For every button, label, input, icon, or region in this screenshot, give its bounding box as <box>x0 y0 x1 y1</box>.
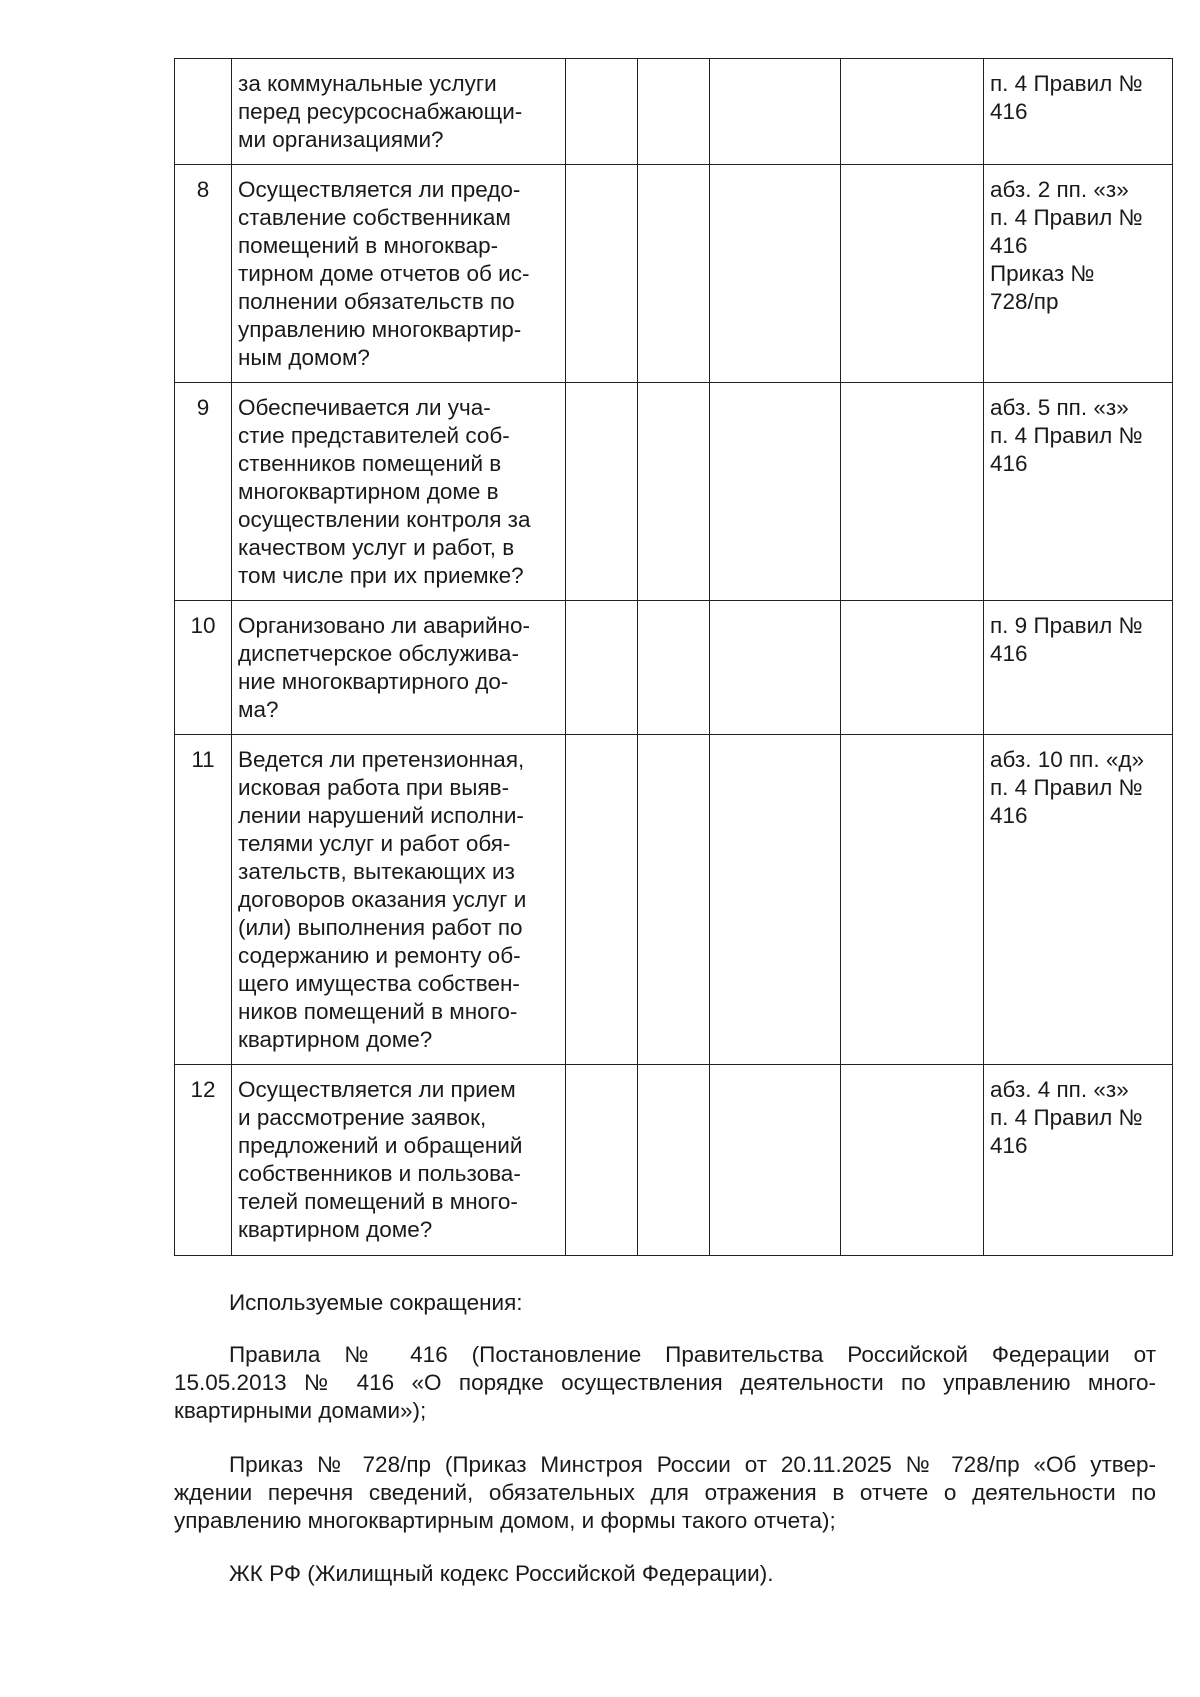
note-cell <box>841 59 984 165</box>
reference-line: абз. 10 пп. «д» <box>990 747 1145 772</box>
question-line: стие представителей соб- <box>238 423 510 448</box>
question-line: квартирном доме? <box>238 1027 433 1052</box>
reference-line: абз. 4 пп. «з» <box>990 1077 1129 1102</box>
reference-cell <box>984 735 1173 1065</box>
table-row <box>175 601 1173 735</box>
row-number: 9 <box>175 383 232 601</box>
question-line: телей помещений в много- <box>238 1189 518 1214</box>
table-row <box>175 383 1173 601</box>
question-line: собственников и пользова- <box>238 1161 521 1186</box>
question-line: предложений и обращений <box>238 1133 523 1158</box>
question-line: диспетчерское обслужива- <box>238 641 519 666</box>
note-cell <box>841 1065 984 1256</box>
reference-line: п. 9 Правил № <box>990 613 1143 638</box>
not-applicable-cell <box>710 165 841 383</box>
question-cell <box>232 735 566 1065</box>
question-line: щего имущества собствен- <box>238 971 520 996</box>
question-line: ным домом? <box>238 345 370 370</box>
question-line: Обеспечивается ли уча- <box>238 395 491 420</box>
no-cell <box>638 165 710 383</box>
reference-line: п. 4 Правил № <box>990 71 1143 96</box>
abbreviations-heading-block <box>174 1289 1156 1317</box>
table-row <box>175 59 1173 165</box>
reference-cell <box>984 59 1173 165</box>
reference-cell <box>984 601 1173 735</box>
table-row <box>175 1065 1173 1256</box>
reference-line: п. 4 Правил № <box>990 1105 1143 1130</box>
question-line: за коммунальные услуги <box>238 71 497 96</box>
yes-cell <box>566 735 638 1065</box>
reference-line: 728/пр <box>990 289 1059 314</box>
no-cell <box>638 735 710 1065</box>
note-line: 15.05.2013 № 416 «О порядке осуществления деятельности по управлению много- <box>174 1370 1156 1395</box>
question-line: ма? <box>238 697 279 722</box>
checklist-table <box>174 58 1173 1256</box>
no-cell <box>638 1065 710 1256</box>
reference-line: п. 4 Правил № <box>990 423 1143 448</box>
question-line: Организовано ли аварийно- <box>238 613 530 638</box>
no-cell <box>638 383 710 601</box>
reference-line: 416 <box>990 1133 1028 1158</box>
question-line: зательств, вытекающих из <box>238 859 515 884</box>
question-line: ми организациями? <box>238 127 444 152</box>
reference-line: 416 <box>990 451 1028 476</box>
reference-line: Приказ № <box>990 261 1095 286</box>
reference-line: 416 <box>990 99 1028 124</box>
no-cell <box>638 601 710 735</box>
note-cell <box>841 735 984 1065</box>
question-line: Осуществляется ли предо- <box>238 177 521 202</box>
question-line: тирном доме отчетов об ис- <box>238 261 530 286</box>
not-applicable-cell <box>710 735 841 1065</box>
row-number <box>175 59 232 165</box>
question-cell <box>232 59 566 165</box>
not-applicable-cell <box>710 601 841 735</box>
question-line: многоквартирном доме в <box>238 479 499 504</box>
table-row <box>175 165 1173 383</box>
housing-code-line: ЖК РФ (Жилищный кодекс Российской Федерации). <box>229 1561 774 1586</box>
question-cell <box>232 165 566 383</box>
reference-line: 416 <box>990 233 1028 258</box>
row-number: 8 <box>175 165 232 383</box>
yes-cell <box>566 383 638 601</box>
note-line: управлению многоквартирным домом, и формы такого отчета); <box>174 1508 836 1533</box>
note-cell <box>841 165 984 383</box>
note-line: квартирными домами»); <box>174 1398 427 1423</box>
question-line: управлению многоквартир- <box>238 317 522 342</box>
reference-line: п. 4 Правил № <box>990 775 1143 800</box>
question-line: исковая работа при выяв- <box>238 775 510 800</box>
question-line: помещений в многоквар- <box>238 233 499 258</box>
question-line: содержанию и ремонту об- <box>238 943 521 968</box>
yes-cell <box>566 601 638 735</box>
not-applicable-cell <box>710 59 841 165</box>
question-line: (или) выполнения работ по <box>238 915 523 940</box>
question-line: перед ресурсоснабжающи- <box>238 99 523 124</box>
row-number: 12 <box>175 1065 232 1256</box>
yes-cell <box>566 1065 638 1256</box>
question-line: полнении обязательств по <box>238 289 515 314</box>
question-line: Осуществляется ли прием <box>238 1077 516 1102</box>
question-cell <box>232 601 566 735</box>
note-line: Приказ № 728/пр (Приказ Минстроя России от 20.11.2025 № 728/пр «Об утвер- <box>229 1452 1156 1477</box>
question-line: ставление собственникам <box>238 205 511 230</box>
row-number: 11 <box>175 735 232 1065</box>
question-cell <box>232 1065 566 1256</box>
note-cell <box>841 383 984 601</box>
housing-code-note <box>174 1560 1156 1588</box>
question-line: осуществлении контроля за <box>238 507 531 532</box>
question-line: ние многоквартирного до- <box>238 669 509 694</box>
reference-line: абз. 2 пп. «з» <box>990 177 1129 202</box>
reference-line: 416 <box>990 803 1028 828</box>
not-applicable-cell <box>710 1065 841 1256</box>
rule-416-note <box>174 1341 1156 1425</box>
table-row <box>175 735 1173 1065</box>
reference-line: 416 <box>990 641 1028 666</box>
question-line: качеством услуг и работ, в <box>238 535 515 560</box>
question-line: телями услуг и работ обя- <box>238 831 511 856</box>
question-line: том числе при их приемке? <box>238 563 524 588</box>
row-number: 10 <box>175 601 232 735</box>
note-line: Правила № 416 (Постановление Правительства Российской Федерации от <box>229 1342 1156 1367</box>
reference-line: п. 4 Правил № <box>990 205 1143 230</box>
question-line: ников помещений в много- <box>238 999 518 1024</box>
question-line: ственников помещений в <box>238 451 502 476</box>
note-cell <box>841 601 984 735</box>
no-cell <box>638 59 710 165</box>
not-applicable-cell <box>710 383 841 601</box>
order-728-note <box>174 1451 1156 1535</box>
question-line: и рассмотрение заявок, <box>238 1105 487 1130</box>
question-line: Ведется ли претензионная, <box>238 747 525 772</box>
yes-cell <box>566 59 638 165</box>
question-line: лении нарушений исполни- <box>238 803 524 828</box>
question-line: договоров оказания услуг и <box>238 887 527 912</box>
reference-cell <box>984 383 1173 601</box>
reference-line: абз. 5 пп. «з» <box>990 395 1129 420</box>
note-line: ждении перечня сведений, обязательных для отражения в отчете о деятельности по <box>174 1480 1156 1505</box>
question-line: квартирном доме? <box>238 1217 433 1242</box>
question-cell <box>232 383 566 601</box>
reference-cell <box>984 165 1173 383</box>
abbreviations-heading: Используемые сокращения: <box>229 1290 523 1315</box>
reference-cell <box>984 1065 1173 1256</box>
yes-cell <box>566 165 638 383</box>
